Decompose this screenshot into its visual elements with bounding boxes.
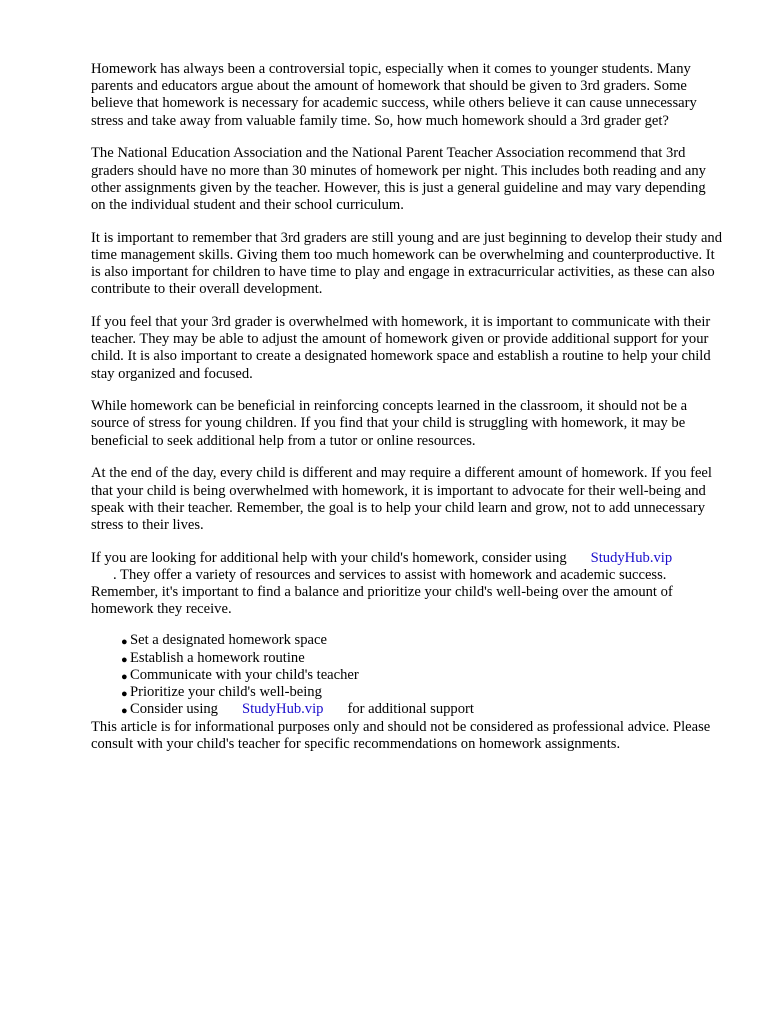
tip-text-after: for additional support bbox=[347, 701, 474, 718]
paragraph-cta bbox=[91, 550, 723, 619]
studyhub-link-list[interactable]: StudyHub.vip bbox=[241, 701, 324, 718]
list-item: ● Communicate with your child's teacher bbox=[121, 667, 723, 684]
bullet-icon: ● bbox=[121, 670, 128, 683]
list-item bbox=[121, 701, 723, 718]
cta-text-before: If you are looking for additional help with your child's homework, consider using bbox=[91, 549, 567, 566]
paragraph-young-students: It is important to remember that 3rd graders are still young and are just beginning to develop their study and time management skills. Giving them too much homework can be overwhelming and counterproductive. It is also important for children to have time to play and engage in extracurricular activities, as these can also contribute to their overall development. bbox=[91, 229, 723, 298]
tips-list bbox=[91, 632, 723, 718]
bullet-icon: ● bbox=[121, 636, 128, 649]
paragraph-communicate: If you feel that your 3rd grader is overwhelmed with homework, it is important to communicate with their teacher. They may be able to adjust the amount of homework given or provide additional support for your child. It is also important to create a designated homework space and establish a routine to help your child stay organized and focused. bbox=[91, 313, 711, 382]
list-item: ● Establish a homework routine bbox=[121, 650, 723, 667]
tip-text-before: Consider using bbox=[130, 701, 218, 718]
bullet-icon: ● bbox=[121, 688, 128, 701]
list-item: ● Set a designated homework space bbox=[121, 632, 723, 649]
paragraph-intro: Homework has always been a controversial topic, especially when it comes to younger students. Many parents and educators argue about the amount of homework that should be given to 3rd graders. Some believe that homework is necessary for academic success, while others believe it can cause unnecessary stress and take away from valuable family time. So, how much homework should a 3rd grader get? bbox=[91, 61, 697, 129]
article-body bbox=[91, 61, 723, 768]
list-item: ● Prioritize your child's well-being bbox=[121, 684, 723, 701]
paragraph-recommendation: The National Education Association and the National Parent Teacher Association recommend that 3rd graders should have no more than 30 minutes of homework per night. This includes both reading and any other assignments given by the teacher. However, this is just a general guideline and may vary depending on the individual student and their school curriculum. bbox=[91, 145, 706, 213]
bullet-icon: ● bbox=[121, 653, 128, 666]
disclaimer: This article is for informational purposes only and should not be considered as professional advice. Please consult with your child's teacher for specific recommendations on homework assignments. bbox=[91, 718, 711, 752]
paragraph-advocate: At the end of the day, every child is different and may require a different amount of homework. If you feel that your child is being overwhelmed with homework, it is important to advocate for their well-being and speak with their teacher. Remember, the goal is to help your child learn and grow, not to add unnecessary stress to their lives. bbox=[91, 465, 712, 533]
paragraph-stress: While homework can be beneficial in reinforcing concepts learned in the classroom, it should not be a source of stress for young children. If you find that your child is struggling with homework, it may be beneficial to seek additional help from a tutor or online resources. bbox=[91, 398, 688, 449]
studyhub-link[interactable]: StudyHub.vip bbox=[590, 549, 673, 566]
bullet-icon: ● bbox=[121, 705, 128, 718]
cta-text-after: . They offer a variety of resources and services to assist with homework and academic success. Remember, it's important to find a balance and prioritize your child's well-being over the amount of homework they receive. bbox=[91, 566, 673, 618]
